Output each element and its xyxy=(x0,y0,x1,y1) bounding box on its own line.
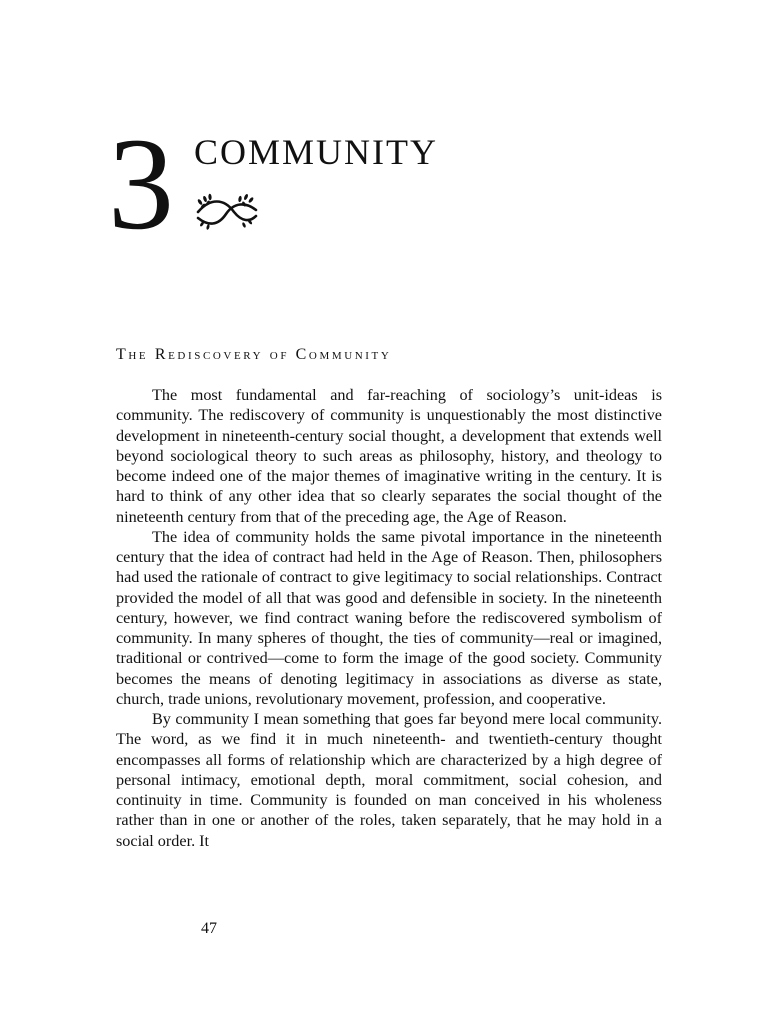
page-number: 47 xyxy=(201,920,217,937)
paragraph: The idea of community holds the same pivotal importance in the nineteenth century that the idea of contract had held in the Age of Reason. Then, philosophers had used the rationale of contract to give legitimacy to social relationships. Contract provided the model of all that was good and defensible in society. In the nineteenth century, however, we find contract waning before the rediscovered symbolism of community. In many spheres of thought, the ties of community—real or imagined, traditional or contrived—come to form the image of the good society. Community becomes the means of denoting legitimacy in associations as diverse as state, church, trade unions, revolutionary movement, profession, and cooperative. xyxy=(116,527,662,708)
chapter-title: COMMUNITY xyxy=(194,132,439,172)
paragraph: By community I mean something that goes far beyond mere local community. The word, as we find it in much nineteenth- and twentieth-century thought encompasses all forms of relationship which are characterized by a high degree of personal intimacy, emotional depth, moral commitment, social cohesion, and continuity in time. Community is founded on man conceived in his wholeness rather than in one or another of the roles, taken separately, that he may hold in a social order. It xyxy=(116,710,662,850)
section-heading: The Rediscovery of Community xyxy=(116,346,392,363)
braided-wreath-ornament-icon xyxy=(194,190,258,230)
chapter-number: 3 xyxy=(108,110,174,257)
paragraph: The most fundamental and far-reaching of sociology’s unit-ideas is community. The rediscovery of community is unquestionably the most distinctive development in nineteenth-century social thought, a development that extends well beyond sociological theory to such areas as philosophy, history, and theology to become indeed one of the major themes of imaginative writing in the century. It is hard to think of any other idea that so clearly separates the social thought of the nineteenth century from that of the preceding age, the Age of Reason. xyxy=(116,386,662,526)
body-text xyxy=(116,385,662,851)
